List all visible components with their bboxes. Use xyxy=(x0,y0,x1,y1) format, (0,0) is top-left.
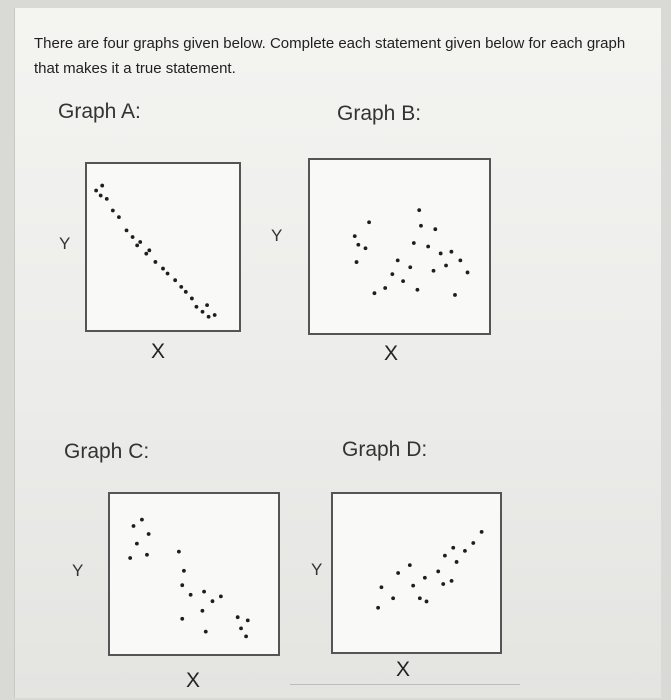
graph-b-point-7 xyxy=(390,272,394,276)
graph-d-point-15 xyxy=(471,541,475,545)
graph-c-xlabel: X xyxy=(186,669,201,692)
graph-b-xlabel: X xyxy=(384,342,399,365)
graph-a-point-20 xyxy=(201,310,205,314)
graph-a-scatter xyxy=(87,164,239,330)
graph-c-point-3 xyxy=(135,542,139,546)
graph-a-point-15 xyxy=(173,278,177,282)
graph-a-point-23 xyxy=(207,315,211,319)
graph-d-point-9 xyxy=(436,570,440,574)
graph-a-point-14 xyxy=(166,272,170,276)
graph-c-point-16 xyxy=(236,615,240,619)
graph-d-ylabel: Y xyxy=(311,560,323,579)
graph-c-point-5 xyxy=(128,556,132,560)
graph-b-plot xyxy=(308,158,491,335)
graph-d-point-8 xyxy=(423,576,427,580)
graph-b-point-21 xyxy=(453,293,457,297)
graph-d-plot xyxy=(331,492,502,654)
graph-c-point-4 xyxy=(145,553,149,557)
graph-a-point-17 xyxy=(184,290,188,294)
graph-d-point-5 xyxy=(411,584,415,588)
graph-b-point-12 xyxy=(416,288,420,292)
graph-a-point-13 xyxy=(161,267,165,271)
instructions-text: There are four graphs given below. Complete each statement given below for each graph that makes it a true statement. xyxy=(34,35,626,77)
graph-b-point-18 xyxy=(450,250,454,254)
graph-a-ylabel: Y xyxy=(59,234,71,253)
graph-b-point-2 xyxy=(367,220,371,224)
graph-a-point-16 xyxy=(179,285,183,289)
graph-c-point-19 xyxy=(244,635,248,639)
graph-d-point-1 xyxy=(380,585,384,589)
graph-d-point-0 xyxy=(376,606,380,610)
graph-a-point-4 xyxy=(111,209,115,213)
graph-b-ylabel: Y xyxy=(271,226,283,245)
graph-c-point-2 xyxy=(147,532,151,536)
graph-c-point-1 xyxy=(140,518,144,522)
graph-d-point-16 xyxy=(480,530,484,534)
graph-b-point-10 xyxy=(408,265,412,269)
graph-b-point-3 xyxy=(364,246,368,250)
graph-a-point-21 xyxy=(205,303,209,307)
graph-a-plot xyxy=(85,162,241,332)
graph-b-point-16 xyxy=(439,252,443,256)
graph-b-point-5 xyxy=(373,291,377,295)
graph-b-point-11 xyxy=(412,241,416,245)
graph-b-point-1 xyxy=(356,243,360,247)
graph-d-point-14 xyxy=(463,549,467,553)
graph-c-point-7 xyxy=(182,569,186,573)
graph-d-point-3 xyxy=(396,571,400,575)
graph-c-point-8 xyxy=(180,583,184,587)
graph-d-point-17 xyxy=(450,579,454,583)
graph-a-point-5 xyxy=(117,215,121,219)
graph-a-point-0 xyxy=(94,189,98,193)
graph-c-point-9 xyxy=(189,593,193,597)
graph-b-point-22 xyxy=(419,224,423,228)
graph-d-title: Graph D: xyxy=(342,438,428,461)
graph-a-title: Graph A: xyxy=(58,100,141,123)
graph-c-point-11 xyxy=(201,609,205,613)
graph-a-point-22 xyxy=(213,313,217,317)
graph-a-point-9 xyxy=(138,240,142,244)
graph-b-title: Graph B: xyxy=(337,102,422,125)
graph-c-point-0 xyxy=(132,524,136,528)
graph-b-scatter xyxy=(310,160,489,333)
graph-d-point-12 xyxy=(451,546,455,550)
graph-d-point-10 xyxy=(441,582,445,586)
graph-a-point-10 xyxy=(144,252,148,256)
graph-d-point-2 xyxy=(391,596,395,600)
graph-d-point-13 xyxy=(455,560,459,564)
graph-b-point-14 xyxy=(426,245,430,249)
graph-d-scatter xyxy=(333,494,500,652)
graph-a-point-19 xyxy=(195,305,199,309)
graph-a-point-3 xyxy=(105,197,109,201)
graph-d-point-11 xyxy=(443,554,447,558)
answer-line xyxy=(290,684,520,685)
graph-b-point-0 xyxy=(353,234,357,238)
graph-d-point-6 xyxy=(418,596,422,600)
graph-c-point-15 xyxy=(204,630,208,634)
graph-b-point-23 xyxy=(433,227,437,231)
graph-a-point-12 xyxy=(154,260,158,264)
graph-b-point-15 xyxy=(432,269,436,273)
graph-c-scatter xyxy=(110,494,278,654)
graph-b-point-19 xyxy=(458,258,462,262)
graph-c-point-10 xyxy=(202,590,206,594)
graph-a-point-2 xyxy=(100,184,104,188)
graph-a-point-1 xyxy=(99,194,103,198)
graph-b-point-17 xyxy=(444,264,448,268)
graph-c-point-17 xyxy=(239,627,243,631)
graph-b-point-4 xyxy=(355,260,359,264)
graph-a-xlabel: X xyxy=(151,340,166,363)
graph-b-point-9 xyxy=(401,279,405,283)
graph-a-point-18 xyxy=(190,297,194,301)
graph-c-point-14 xyxy=(180,617,184,621)
graph-d-point-4 xyxy=(408,563,412,567)
graph-c-ylabel: Y xyxy=(72,561,84,580)
graph-c-point-6 xyxy=(177,550,181,554)
graph-a-point-7 xyxy=(131,235,135,239)
graph-c-point-18 xyxy=(246,619,250,623)
graph-d-point-7 xyxy=(425,600,429,604)
graph-c-title: Graph C: xyxy=(64,440,150,463)
graph-b-point-20 xyxy=(466,271,470,275)
graph-a-point-11 xyxy=(147,248,151,252)
graph-a-point-6 xyxy=(125,229,129,233)
graph-c-point-13 xyxy=(219,595,223,599)
graph-c-plot xyxy=(108,492,280,656)
graph-c-point-12 xyxy=(211,599,215,603)
graph-d-xlabel: X xyxy=(396,658,411,681)
graph-b-point-8 xyxy=(396,258,400,262)
graph-b-point-6 xyxy=(383,286,387,290)
graph-b-point-13 xyxy=(417,208,421,212)
graph-a-point-8 xyxy=(135,243,139,247)
